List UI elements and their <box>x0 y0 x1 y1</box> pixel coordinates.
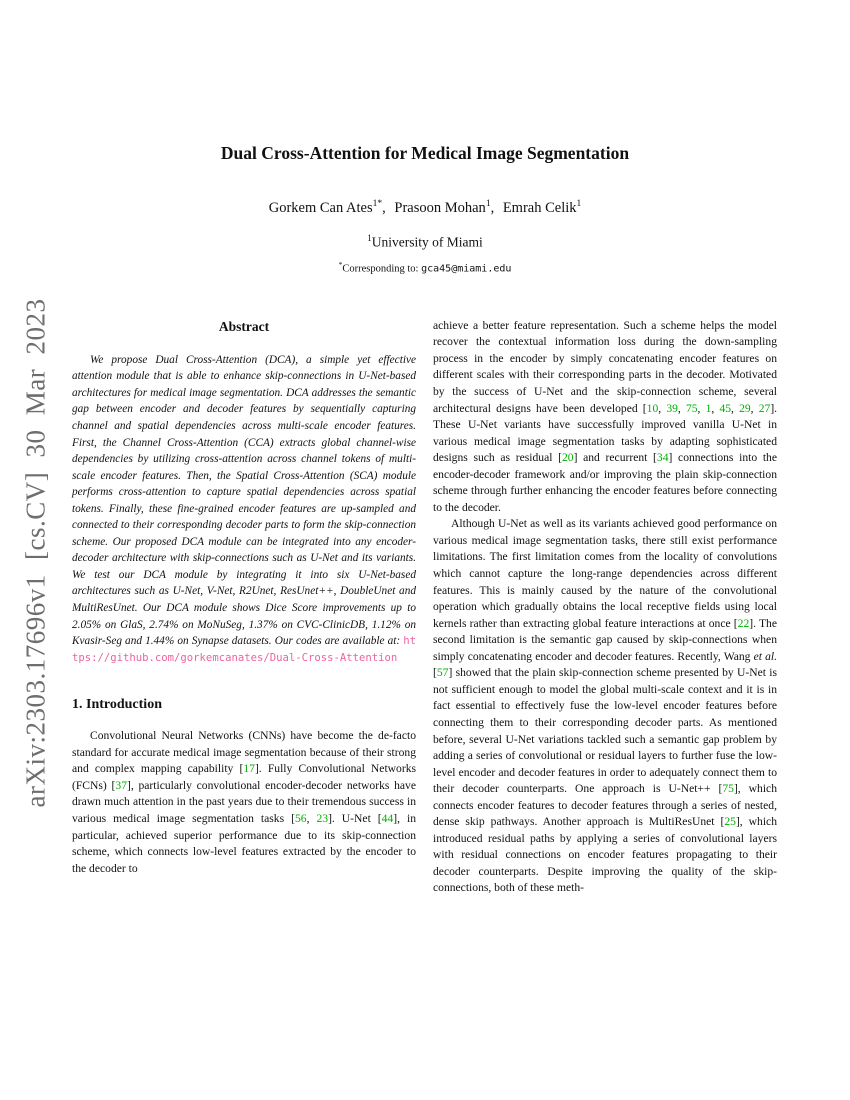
citation-link[interactable]: 25 <box>724 815 736 829</box>
citation-link[interactable]: 57 <box>436 666 449 680</box>
citation-link[interactable]: 75 <box>685 401 698 415</box>
citation-link[interactable]: 37 <box>115 778 127 792</box>
author: Gorkem Can Ates$^{1*}$, <box>268 199 386 216</box>
citation-link[interactable]: 45 <box>719 401 732 415</box>
citation-link[interactable]: 1 <box>705 401 712 415</box>
affiliation-superscript: 1 <box>367 232 372 243</box>
footnote-superscript: * <box>338 260 343 270</box>
author-superscript: 1 <box>576 199 582 209</box>
citation-link[interactable]: 75 <box>722 782 734 796</box>
citation-link[interactable]: 56 <box>294 811 307 825</box>
introduction-paragraph: Convolutional Neural Networks (CNNs) have become the de-facto standard for accurate medical image segmentation because of their strong and complex mapping capability [17]. Fully Convolutional Networks (FCNs) [37], particularly convolutional encoder-decoder networks have drawn much attention in the past years due to their tremendous success in various medical image segmentation tasks [56, 23]. U-Net [44], in particular, achieved superior performance due to its skip-connection scheme, which connects low-level features extracted by the encoder to the decoder to <box>72 729 417 875</box>
citation-link[interactable]: 39 <box>666 401 678 415</box>
title-block <box>0 0 850 276</box>
citation-link[interactable]: 10 <box>646 401 659 415</box>
github-repo-link[interactable]: https://github.com/gorkemcanates/Dual-Cross-Attention <box>72 635 416 664</box>
corresponding-email: gca45@miami.edu <box>421 263 512 275</box>
body-paragraph: Although U-Net as well as its variants achieved good performance on various medical image segmentation tasks, there still exist performance limitations. The first limitation comes from the locality of convolutions which cannot capture the long-range dependencies across different features. This is mainly caused by the nature of the convolutional operation which gradually obtains the local receptive fields using local kernels rather than extracting global feature interactions at once [22]. The second limitation is the semantic gap caused by skip-connections when simply concatenating encoder and decoder features. Recently, Wang et al. [57] showed that the plain skip-connection scheme presented by U-Net is not sufficient enough to model the global multi-scale context and it is in fact essential to effectively fuse the low-level encoder features before connecting them to their corresponding decoder parts. As mentioned before, several U-Net variations tackled such a semantic gap problem by adding a series of convolutional or residual layers to further fuse the low-level encoder and decoder features in order to adequately connect them to their decoder counterparts. One approach is U-Net++ [75], which connects encoder features to decoder features through a series of nested, dense skip pathways. Another approach is MultiResUnet [25], which introduced residual paths by applying a series of convolutional layers with residual connections on encoder features propagating to their decoder counterparts. Despite improving the quality of the skip-connections, both of these meth- <box>433 517 778 895</box>
body-paragraph: achieve a better feature representation. Such a scheme helps the model recover the contextual information loss during the down-sampling process in the encoder by simply concatenating encoder features on different scales with their corresponding parts in the decoder. Motivated by the success of U-Net and the skip-connection scheme, several architectural designs have been developed [10, 39, 75, 1, 45, 29, 27]. These U-Net variants have successfully improved vanilla U-Net in various medical image segmentation tasks by adapting sophisticated designs such as residual [20] and recurrent [34] connections into the encoder-decoder framework and/or improving the plain skip-connection scheme through further enhancing the encoder features before connecting to the decoder. <box>433 318 778 514</box>
footnote-label: Corresponding to: <box>342 263 422 275</box>
citation-link[interactable]: 34 <box>656 451 669 465</box>
citation-link[interactable]: 44 <box>381 811 394 825</box>
affiliation-text: University of Miami <box>371 234 483 250</box>
corresponding-footnote <box>0 259 850 276</box>
citation-link[interactable]: 27 <box>758 401 771 415</box>
author-superscript: 1* <box>372 199 383 209</box>
two-column-body <box>0 318 850 897</box>
abstract-paragraph <box>72 352 416 666</box>
affiliation <box>0 230 850 251</box>
left-column <box>72 318 416 897</box>
author: Prasoon Mohan$^1$, <box>394 199 495 216</box>
author-superscript: 1 <box>485 199 491 209</box>
author: Emrah Celik$^1$ <box>502 199 582 216</box>
author-separator: , <box>490 199 495 216</box>
paper-title: Dual Cross-Attention for Medical Image Segmentation <box>220 143 630 163</box>
citation-link[interactable]: 23 <box>316 811 329 825</box>
citation-link[interactable]: 17 <box>243 762 255 776</box>
right-column <box>433 318 777 897</box>
citation-link[interactable]: 29 <box>739 401 751 415</box>
arxiv-watermark: arXiv:2303.17696v1 [cs.CV] 30 Mar 2023 <box>20 298 51 808</box>
abstract-text: We propose Dual Cross-Attention (DCA), a simple yet effective attention module that is able to enhance skip-connections in U-Net-based architectures for medical image segmentation. DCA addresses the semantic gap between encoder and decoder features by sequentially capturing channel and spatial dependencies across multi-scale encoder features. First, the Channel Cross-Attention (CCA) extracts global channel-wise dependencies by utilizing cross-attention across channel tokens of multi-scale encoder features. Then, the Spatial Cross-Attention (SCA) module performs cross-attention to capture spatial dependencies across spatial tokens. Finally, these fine-grained encoder features are up-sampled and connected to their corresponding decoder parts to form the skip-connection scheme. Our proposed DCA module can be integrated into any encoder-decoder architecture with skip-connections such as U-Net and its variants. We test our DCA module by integrating it into six U-Net-based architectures such as U-Net, V-Net, R2Unet, ResUnet++, DoubleUnet and MultiResUnet. Our DCA module shows Dice Score improvements up to 2.05% on GlaS, 2.74% on MoNuSeg, 1.37% on CVC-ClinicDB, 1.12% on Kvasir-Seg and 1.44% on Synapse datasets. Our codes are available at: <box>72 353 416 648</box>
author-separator: , <box>382 199 386 216</box>
introduction-heading: 1. Introduction <box>72 697 162 713</box>
citation-link[interactable]: 22 <box>737 616 750 630</box>
abstract-heading: Abstract <box>218 318 270 334</box>
citation-link[interactable]: 20 <box>561 451 574 465</box>
author-line <box>0 195 850 217</box>
